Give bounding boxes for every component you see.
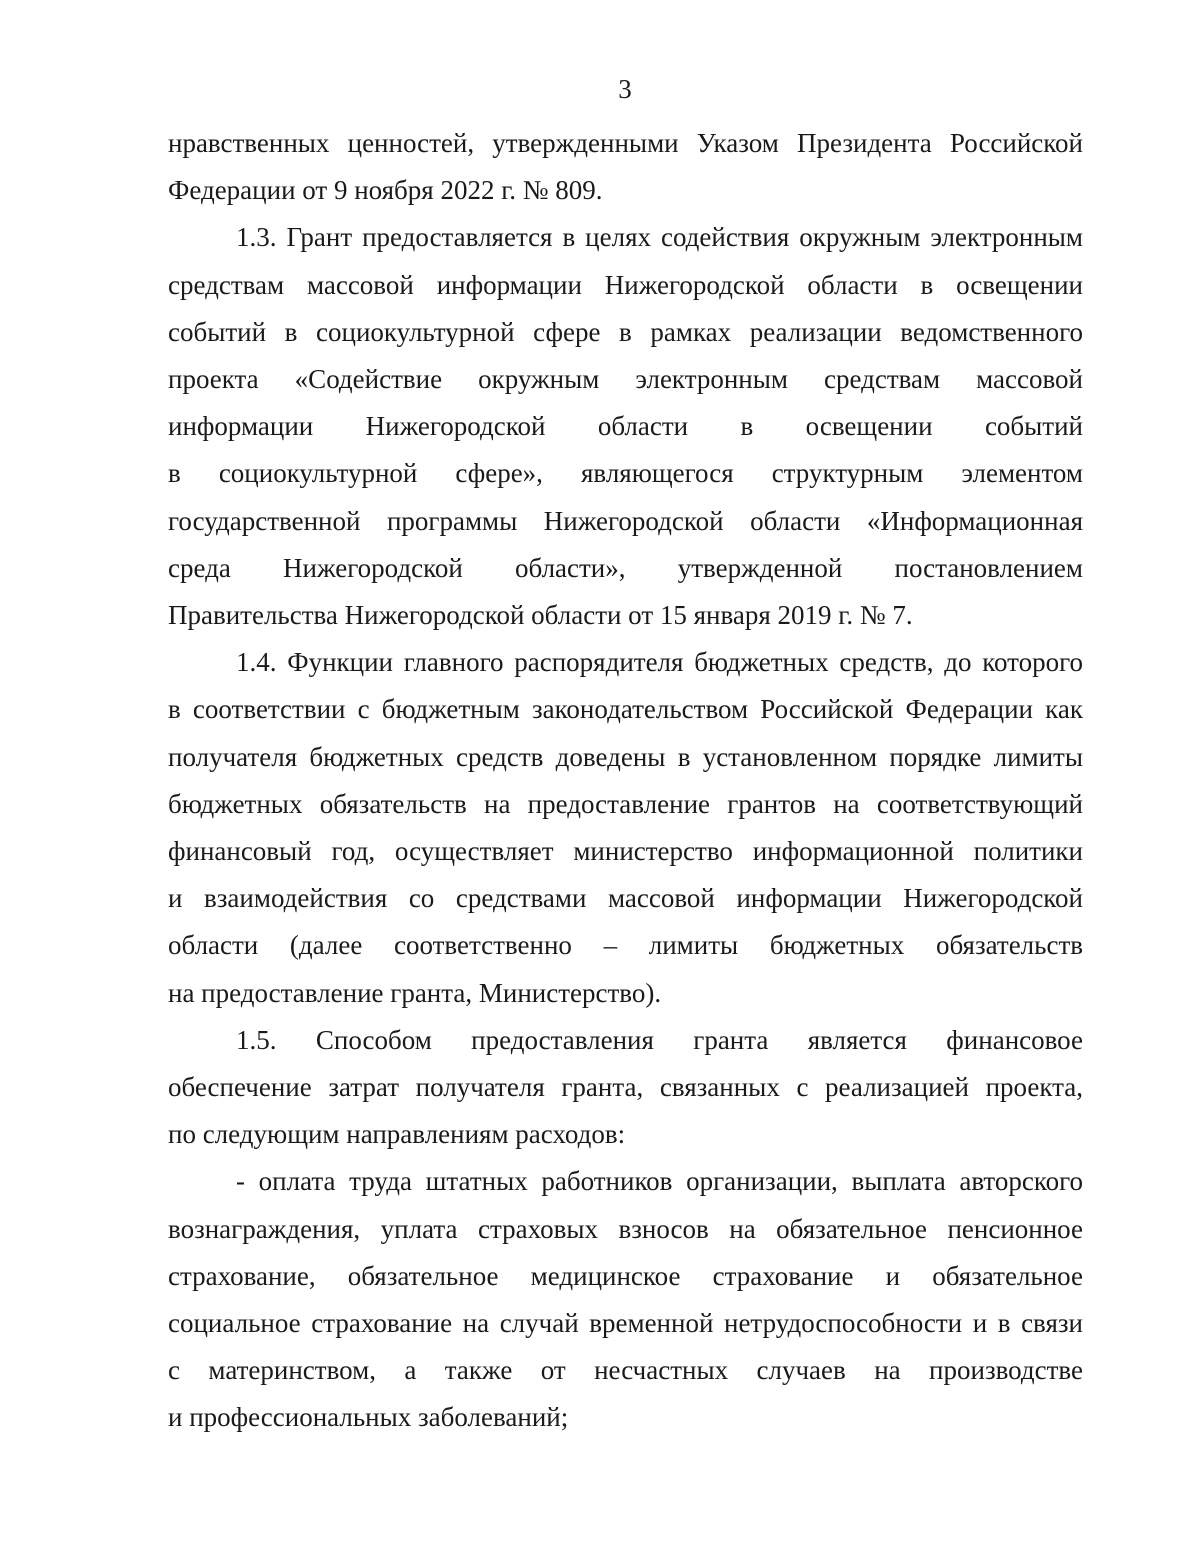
text-line: и профессиональных заболеваний; — [168, 1402, 569, 1433]
paragraph-1-3-grant-purpose — [168, 214, 1083, 639]
paragraph-1-4-budget-functions — [168, 639, 1083, 1017]
text-line: обеспечение затрат получателя гранта, связанных с реализацией проекта, — [168, 1072, 1083, 1103]
text-line: проекта «Содействие окружным электронным средствам массовой — [168, 364, 1083, 395]
text-line: Федерации от 9 ноября 2022 г. № 809. — [168, 175, 603, 206]
text-line: средствам массовой информации Нижегородской области в освещении — [168, 269, 1083, 300]
text-line: и взаимодействия со средствами массовой информации Нижегородской — [168, 883, 1083, 914]
text-line: в социокультурной сфере», являющегося структурным элементом — [168, 458, 1083, 489]
page-number: 3 — [618, 74, 632, 104]
text-line: 1.3. Грант предоставляется в целях содействия окружным электронным — [236, 222, 1083, 253]
text-line: Правительства Нижегородской области от 15 января 2019 г. № 7. — [168, 600, 913, 631]
text-line: социальное страхование на случай временной нетрудоспособности и в связи — [168, 1308, 1083, 1339]
text-line: информации Нижегородской области в освещении событий — [168, 411, 1083, 442]
text-line: вознаграждения, уплата страховых взносов на обязательное пенсионное — [168, 1213, 1083, 1244]
text-line: на предоставление гранта, Министерство). — [168, 977, 662, 1008]
text-line: с материнством, а также от несчастных случаев на производстве — [168, 1355, 1083, 1386]
text-line: событий в социокультурной сфере в рамках реализации ведомственного — [168, 316, 1083, 347]
text-line: бюджетных обязательств на предоставление грантов на соответствующий — [168, 788, 1083, 819]
text-line: нравственных ценностей, утвержденными Указом Президента Российской — [168, 128, 1083, 158]
text-line: - оплата труда штатных работников организации, выплата авторского — [236, 1166, 1083, 1197]
text-line: по следующим направлениям расходов: — [168, 1119, 626, 1150]
text-line: страхование, обязательное медицинское страхование и обязательное — [168, 1260, 1083, 1291]
text-line: государственной программы Нижегородской области «Информационная — [168, 505, 1083, 536]
text-line: области (далее соответственно – лимиты бюджетных обязательств — [168, 930, 1083, 961]
paragraph-1-5-grant-method — [168, 1017, 1083, 1159]
text-line: в соответствии с бюджетным законодательством Российской Федерации как — [168, 694, 1083, 725]
text-line: среда Нижегородской области», утвержденной постановлением — [168, 552, 1083, 583]
text-line: получателя бюджетных средств доведены в установленном порядке лимиты — [168, 741, 1083, 772]
list-item-labor-costs — [168, 1158, 1083, 1441]
text-line: 1.5. Способом предоставления гранта является финансовое — [236, 1024, 1083, 1055]
text-line: финансовый год, осуществляет министерство информационной политики — [168, 836, 1083, 867]
document-body — [168, 120, 1083, 1442]
text-line: 1.4. Функции главного распорядителя бюджетных средств, до которого — [236, 647, 1083, 678]
paragraph-values-continuation — [168, 120, 1083, 214]
